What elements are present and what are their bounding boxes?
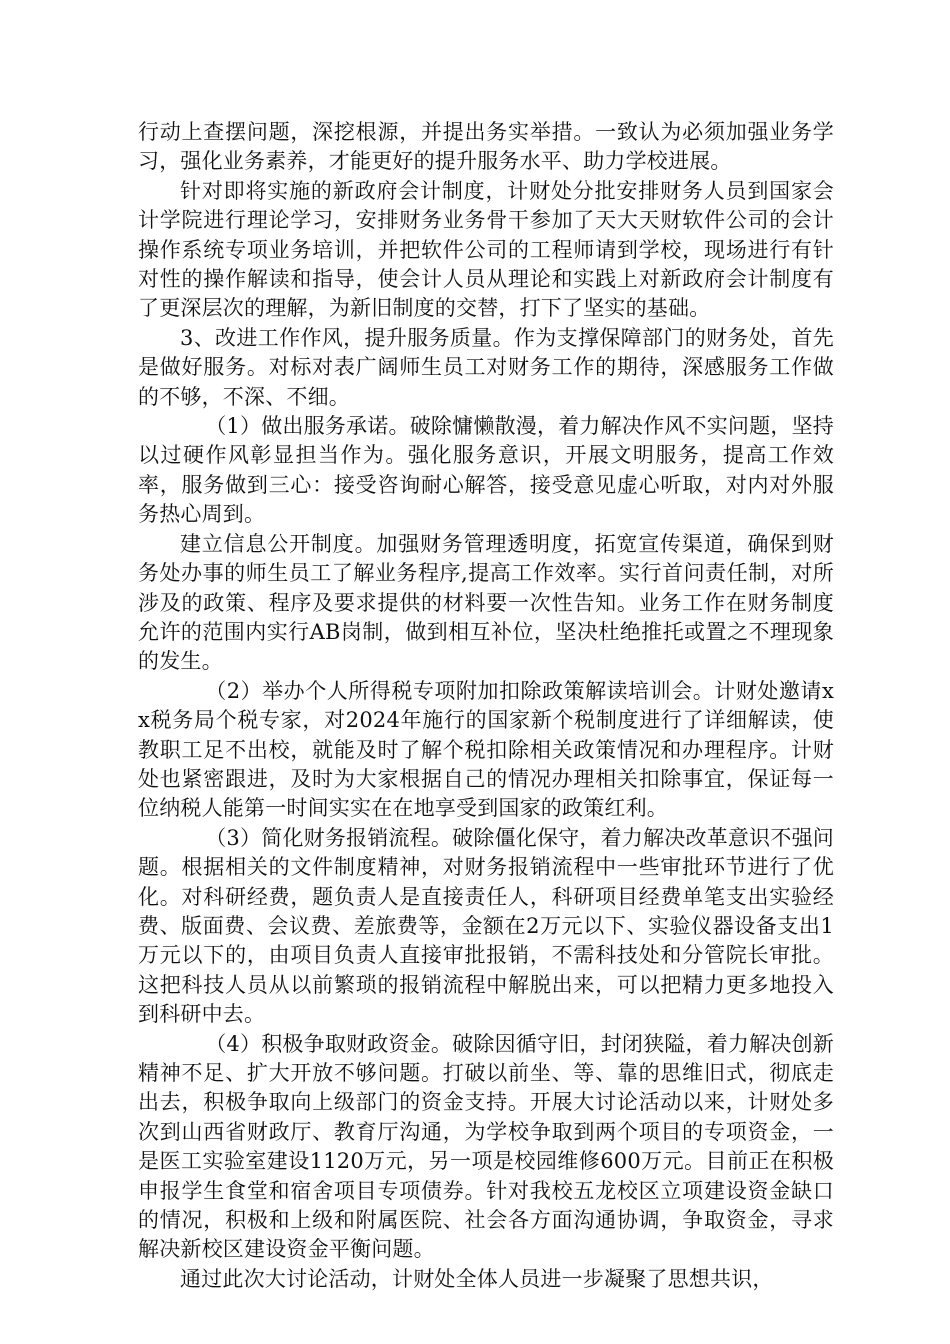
- paragraph-item-1: （1）做出服务承诺。破除慵懒散漫，着力解决作风不实问题，坚持以过硬作风彰显担当作为。强化服务意识，开展文明服务，提高工作效率，服务做到三心：接受咨询耐心解答，接受意见虚心听取，对内对外服务热心周到。: [138, 414, 834, 527]
- paragraph-accounting-training: 针对即将实施的新政府会计制度，计财处分批安排财务人员到国家会计学院进行理论学习，安排财务业务骨干参加了天大天财软件公司的会计操作系统专项业务培训，并把软件公司的工程师请到学校，现场进行有针对性的操作解读和指导，使会计人员从理论和实践上对新政府会计制度有了更深层次的理解，为新旧制度的交替，打下了坚实的基础。: [138, 178, 834, 321]
- paragraph-item-2: （2）举办个人所得税专项附加扣除政策解读培训会。计财处邀请xx税务局个税专家，对2024年施行的国家新个税制度进行了详细解读，使教职工足不出校，就能及时了解个税扣除相关政策情况和办理程序。计财处也紧密跟进，及时为大家根据自己的情况办理相关扣除事宜，保证每一位纳税人能第一时间实实在在地享受到国家的政策红利。: [138, 678, 834, 821]
- paragraph-item-4: （4）积极争取财政资金。破除因循守旧，封闭狭隘，着力解决创新精神不足、扩大开放不够问题。打破以前坐、等、靠的思维旧式，彻底走出去，积极争取向上级部门的资金支持。开展大讨论活动以来，计财处多次到山西省财政厅、教育厅沟通，为学校争取到两个项目的专项资金，一是医工实验室建设1120万元，另一项是校园维修600万元。目前正在积极申报学生食堂和宿舍项目专项债券。针对我校五龙校区立项建设资金缺口的情况，积极和上级和附属医院、社会各方面沟通协调，争取资金，寻求解决新校区建设资金平衡问题。: [138, 1031, 834, 1262]
- paragraph-continuation: 行动上查摆问题，深挖根源，并提出务实举措。一致认为必须加强业务学习，强化业务素养，才能更好的提升服务水平、助力学校进展。: [138, 120, 834, 174]
- document-body: [138, 118, 834, 1294]
- paragraph-conclusion-start: 通过此次大讨论活动，计财处全体人员进一步凝聚了思想共识，: [180, 1266, 774, 1291]
- paragraph-info-disclosure: 建立信息公开制度。加强财务管理透明度，拓宽宣传渠道，确保到财务处办事的师生员工了解业务程序,提高工作效率。实行首问责任制，对所涉及的政策、程序及要求提供的材料要一次性告知。业务工作在财务制度允许的范围内实行AB岗制，做到相互补位，坚决杜绝推托或置之不理现象的发生。: [138, 531, 834, 674]
- paragraph-section-3-heading: 3、改进工作作风，提升服务质量。作为支撑保障部门的财务处，首先是做好服务。对标对表广阔师生员工对财务工作的期待，深感服务工作做的不够，不深、不细。: [138, 325, 834, 409]
- paragraph-item-3: （3）简化财务报销流程。破除僵化保守，着力解决改革意识不强问题。根据相关的文件制度精神，对财务报销流程中一些审批环节进行了优化。对科研经费，题负责人是直接责任人，科研项目经费单笔支出实验经费、版面费、会议费、差旅费等，金额在2万元以下、实验仪器设备支出1万元以下的，由项目负责人直接审批报销，不需科技处和分管院长审批。这把科技人员从以前繁琐的报销流程中解脱出来，可以把精力更多地投入到科研中去。: [138, 825, 834, 1027]
